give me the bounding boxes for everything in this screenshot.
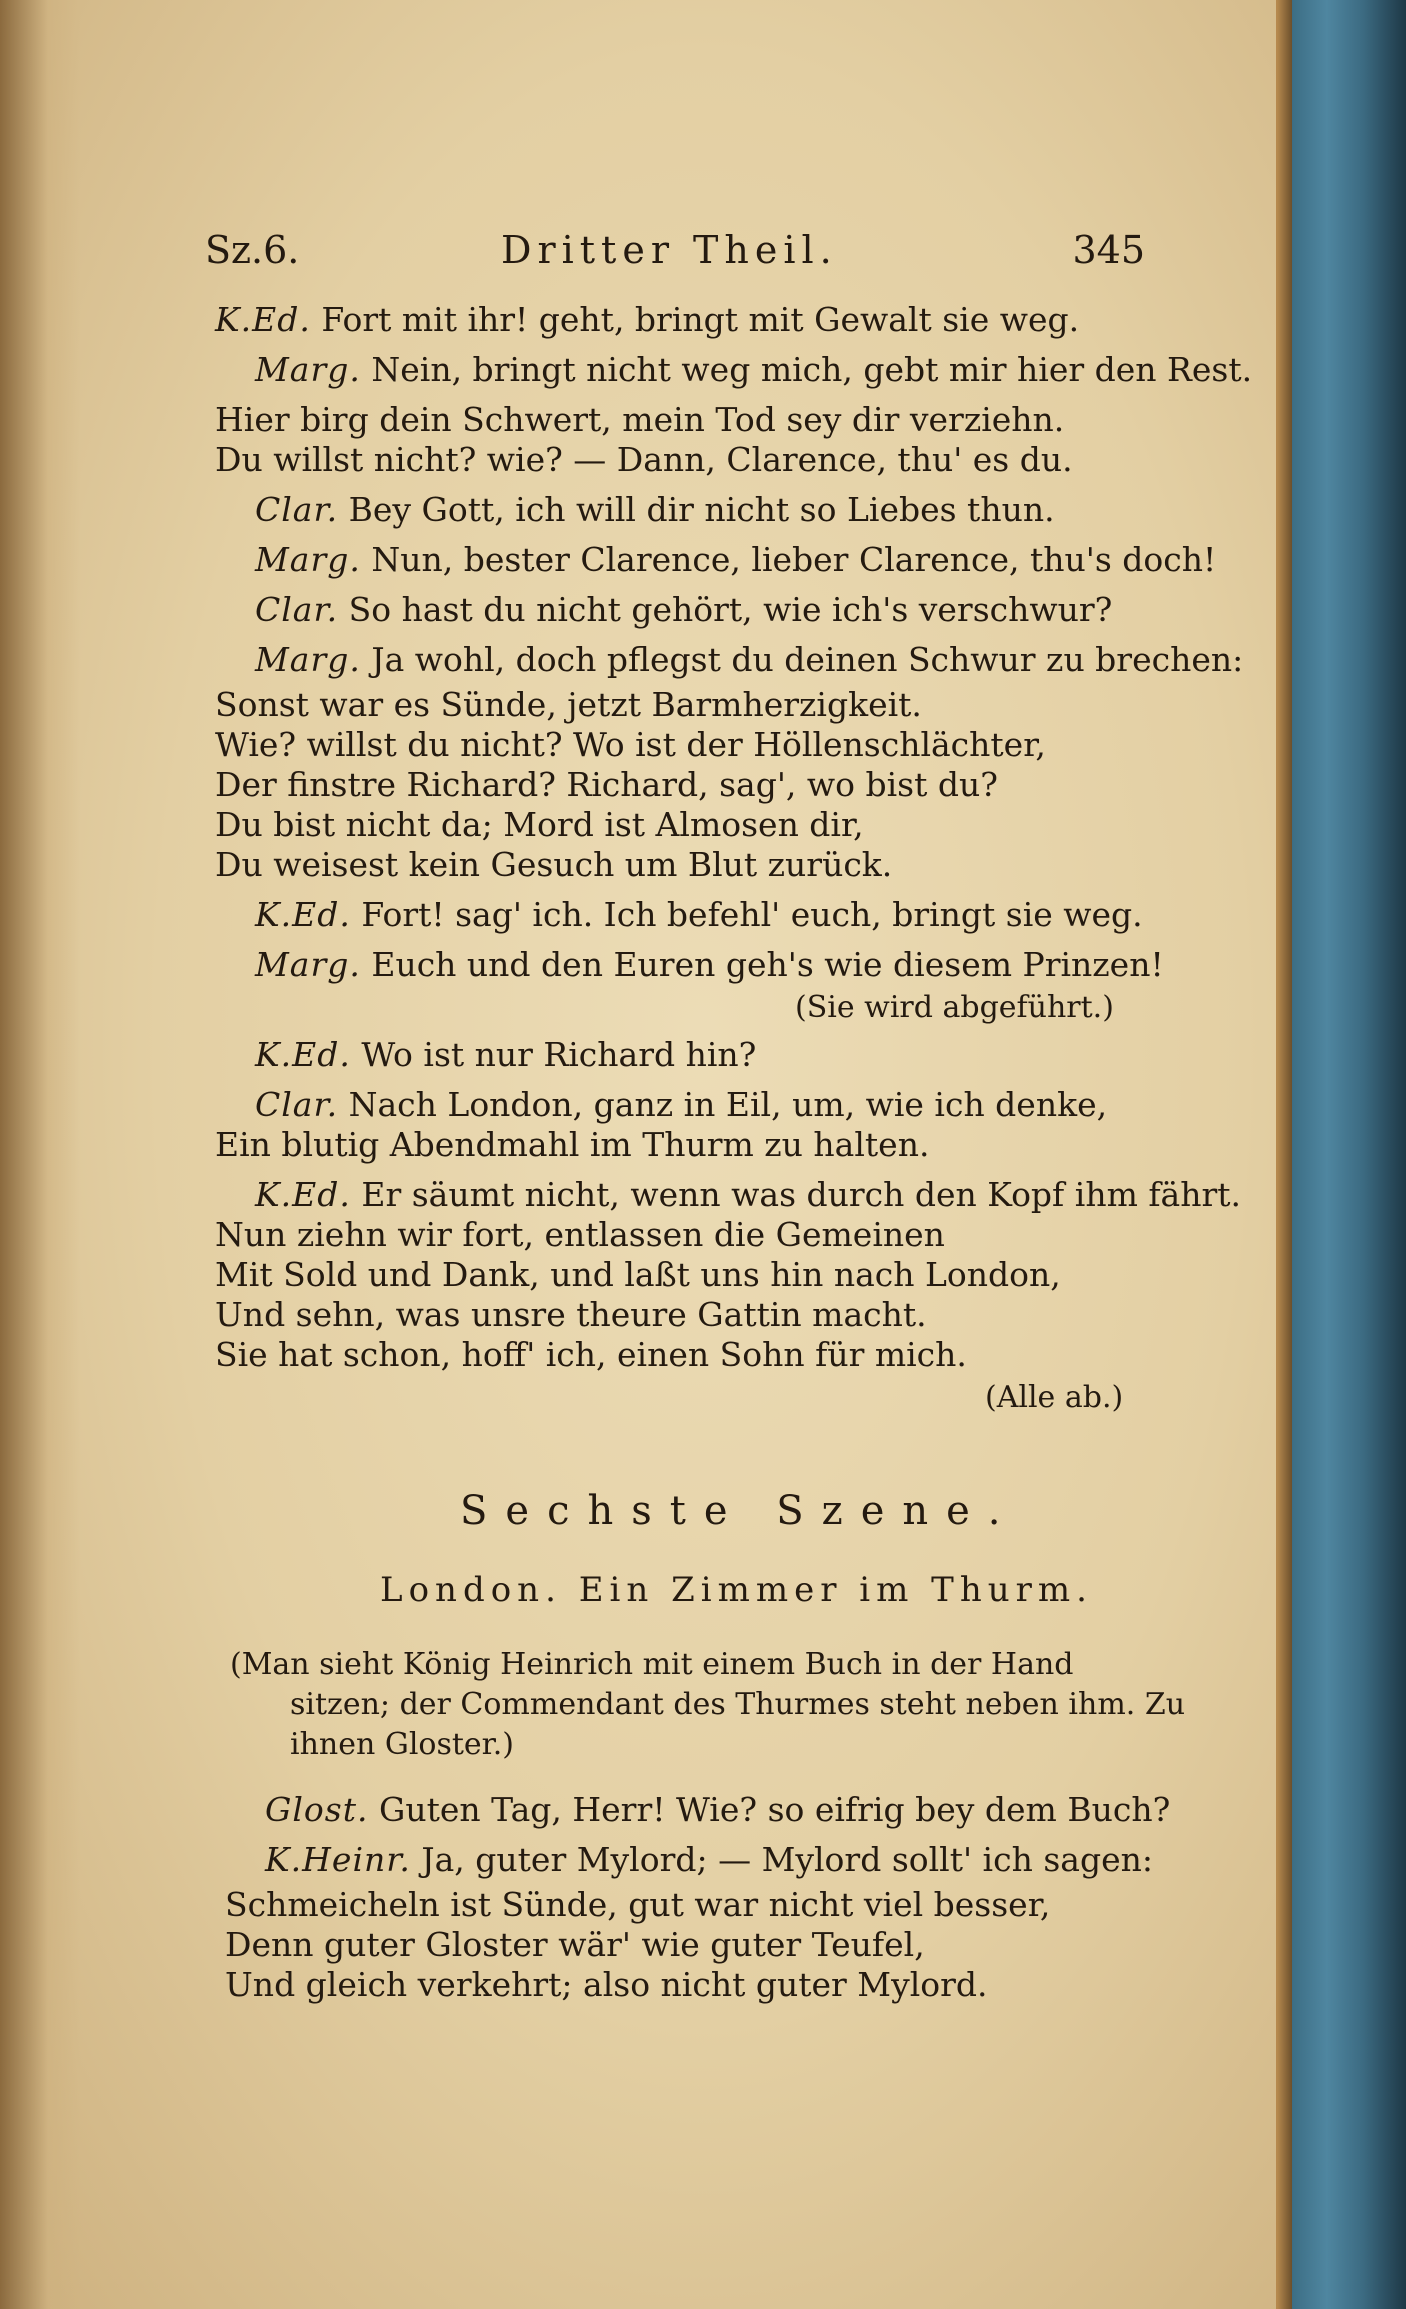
- verse-line: [255, 490, 1055, 530]
- verse-text: Und sehn, was unsre theure Gattin macht.: [215, 1295, 927, 1334]
- speaker-name: Clar.: [255, 590, 339, 629]
- speaker-name: Clar.: [255, 1085, 339, 1124]
- speaker-name: K.Ed.: [255, 1035, 351, 1074]
- verse-line: [225, 1885, 1050, 1925]
- speaker-name: K.Ed.: [215, 300, 311, 339]
- verse-line: [255, 350, 1252, 390]
- page-number: 345: [1072, 228, 1145, 272]
- speaker-name: Glost.: [265, 1790, 369, 1829]
- verse-text: Und gleich verkehrt; also nicht guter Mylord.: [225, 1965, 988, 2004]
- verse-line: [215, 1295, 927, 1335]
- verse-line: [255, 1085, 1107, 1125]
- verse-text: Sie hat schon, hoff' ich, einen Sohn für mich.: [215, 1335, 967, 1374]
- speaker-name: Marg.: [255, 350, 361, 389]
- verse-line: [215, 300, 1079, 340]
- verse-line: [255, 1035, 756, 1075]
- verse-text: Guten Tag, Herr! Wie? so eifrig bey dem Buch?: [378, 1790, 1171, 1829]
- verse-line: [225, 1965, 988, 2005]
- verse-line: [255, 945, 1164, 985]
- verse-line: [215, 1335, 967, 1375]
- verse-text: Wie? willst du nicht? Wo ist der Höllenschlächter,: [215, 725, 1046, 764]
- verse-line: [255, 590, 1112, 630]
- verse-text: Euch und den Euren geh's wie diesem Prinzen!: [371, 945, 1164, 984]
- verse-text: Ein blutig Abendmahl im Thurm zu halten.: [215, 1125, 930, 1164]
- header-scene-ref: Sz.6.: [205, 228, 300, 272]
- stage-direction: (Sie wird abgeführt.): [795, 990, 1114, 1025]
- page-gutter: [0, 0, 80, 2309]
- stage-direction-line: (Man sieht König Heinrich mit einem Buch in der Hand: [230, 1647, 1074, 1682]
- scene-location: London. Ein Zimmer im Thurm.: [380, 1570, 1093, 1610]
- verse-line: [215, 1215, 945, 1255]
- verse-text: Du weisest kein Gesuch um Blut zurück.: [215, 845, 893, 884]
- verse-line: [215, 845, 892, 885]
- verse-text: So hast du nicht gehört, wie ich's verschwur?: [348, 590, 1113, 629]
- verse-line: [215, 1125, 929, 1165]
- verse-line: [265, 1790, 1170, 1830]
- verse-line: [215, 725, 1046, 765]
- verse-line: [255, 540, 1216, 580]
- speaker-name: Marg.: [255, 945, 361, 984]
- speaker-name: Clar.: [255, 490, 339, 529]
- verse-line: [215, 685, 922, 725]
- speaker-name: K.Heinr.: [265, 1840, 411, 1879]
- verse-line: [215, 440, 1073, 480]
- verse-text: Du willst nicht? wie? — Dann, Clarence, thu' es du.: [215, 440, 1073, 479]
- verse-text: Nun ziehn wir fort, entlassen die Gemeinen: [215, 1215, 945, 1254]
- verse-line: [255, 1175, 1241, 1215]
- stage-direction: (Alle ab.): [985, 1380, 1124, 1415]
- verse-text: Ja, guter Mylord; — Mylord sollt' ich sagen:: [421, 1840, 1153, 1879]
- speaker-name: K.Ed.: [255, 1175, 351, 1214]
- verse-line: [215, 400, 1064, 440]
- verse-text: Bey Gott, ich will dir nicht so Liebes thun.: [348, 490, 1055, 529]
- verse-text: Hier birg dein Schwert, mein Tod sey dir verziehn.: [215, 400, 1065, 439]
- verse-text: Denn guter Gloster wär' wie guter Teufel,: [225, 1925, 925, 1964]
- verse-text: Fort! sag' ich. Ich befehl' euch, bringt sie weg.: [361, 895, 1143, 934]
- verse-text: Sonst war es Sünde, jetzt Barmherzigkeit.: [215, 685, 922, 724]
- verse-text: Nein, bringt nicht weg mich, gebt mir hier den Rest.: [371, 350, 1253, 389]
- verse-text: Schmeicheln ist Sünde, gut war nicht viel besser,: [225, 1885, 1051, 1924]
- verse-text: Wo ist nur Richard hin?: [361, 1035, 757, 1074]
- verse-text: Er säumt nicht, wenn was durch den Kopf ihm fährt.: [361, 1175, 1242, 1214]
- verse-line: [225, 1925, 925, 1965]
- verse-text: Nach London, ganz in Eil, um, wie ich denke,: [348, 1085, 1108, 1124]
- verse-line: [215, 765, 998, 805]
- speaker-name: Marg.: [255, 540, 361, 579]
- verse-text: Mit Sold und Dank, und laßt uns hin nach London,: [215, 1255, 1061, 1294]
- verse-line: [215, 1255, 1061, 1295]
- running-header: [205, 228, 1145, 278]
- speaker-name: K.Ed.: [255, 895, 351, 934]
- header-title: Dritter Theil.: [501, 228, 838, 272]
- verse-text: Der finstre Richard? Richard, sag', wo bist du?: [215, 765, 998, 804]
- stage-direction-line: sitzen; der Commendant des Thurmes steht neben ihm. Zu: [290, 1687, 1186, 1722]
- speaker-name: Marg.: [255, 640, 361, 679]
- verse-line: [255, 640, 1243, 680]
- verse-text: Fort mit ihr! geht, bringt mit Gewalt sie weg.: [321, 300, 1080, 339]
- verse-text: Nun, bester Clarence, lieber Clarence, thu's doch!: [371, 540, 1217, 579]
- verse-line: [215, 805, 864, 845]
- verse-line: [255, 895, 1143, 935]
- stage-direction-line: ihnen Gloster.): [290, 1727, 514, 1762]
- verse-text: Du bist nicht da; Mord ist Almosen dir,: [215, 805, 864, 844]
- verse-line: [265, 1840, 1153, 1880]
- scene-title: Sechste Szene.: [460, 1488, 1019, 1534]
- verse-text: Ja wohl, doch pflegst du deinen Schwur zu brechen:: [371, 640, 1244, 679]
